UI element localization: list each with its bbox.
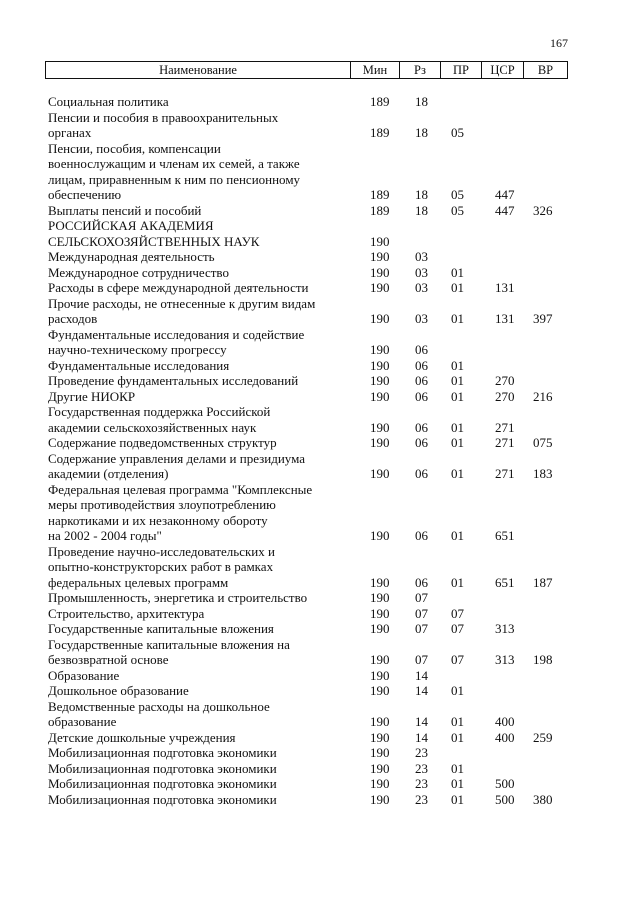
table-row	[0, 265, 640, 281]
row-code-rz: 03	[415, 311, 428, 326]
row-name-line: Фундаментальные исследования и содействие	[48, 326, 305, 342]
row-code-csr: 447	[495, 187, 515, 202]
table-row	[0, 668, 640, 684]
row-code-min: 190	[370, 419, 390, 435]
row-code-pr: 05	[451, 202, 464, 218]
row-name-line: СЕЛЬСКОХОЗЯЙСТВЕННЫХ НАУК	[48, 233, 260, 249]
row-name-line: Другие НИОКР	[48, 388, 136, 404]
header-vr: ВР	[524, 62, 568, 78]
row-code-min: 190	[370, 373, 390, 388]
row-code-rz: 23	[415, 791, 428, 807]
row-code-rz: 03	[415, 249, 428, 264]
row-name-line: РОССИЙСКАЯ АКАДЕМИЯ	[48, 218, 214, 233]
row-code-min: 189	[370, 187, 390, 202]
row-code-csr: 651	[495, 528, 515, 543]
row-code-rz: 07	[415, 605, 428, 621]
row-code-min: 190	[370, 683, 390, 698]
row-code-rz: 06	[415, 342, 428, 357]
header-name: Наименование	[46, 62, 351, 78]
row-code-csr: 313	[495, 621, 515, 636]
row-code-rz: 06	[415, 466, 428, 481]
row-code-csr: 131	[495, 311, 515, 326]
row-name-line: на 2002 - 2004 годы"	[48, 528, 162, 543]
table-body	[0, 94, 640, 807]
row-name-line: Государственные капитальные вложения	[48, 621, 274, 636]
row-name-line: Пенсии и пособия в правоохранительных	[48, 109, 279, 125]
row-code-pr: 01	[451, 791, 464, 807]
table-row	[0, 745, 640, 761]
row-code-vr: 326	[533, 202, 553, 218]
row-code-csr: 400	[495, 729, 515, 745]
row-code-pr: 01	[451, 574, 464, 590]
row-name-line: Детские дошкольные учреждения	[48, 729, 236, 745]
table-row	[0, 792, 640, 808]
row-code-pr: 07	[451, 652, 464, 667]
row-name-line: Проведение фундаментальных исследований	[48, 373, 299, 388]
row-code-rz: 06	[415, 357, 428, 373]
row-code-min: 190	[370, 605, 390, 621]
row-code-pr: 01	[451, 760, 464, 776]
row-code-rz: 23	[415, 760, 428, 776]
table-row	[0, 280, 640, 296]
table-header	[45, 61, 568, 79]
row-code-min: 190	[370, 528, 390, 543]
row-code-pr: 01	[451, 776, 464, 791]
row-name-line: федеральных целевых программ	[48, 574, 229, 590]
row-code-rz: 18	[415, 187, 428, 202]
row-code-csr: 400	[495, 714, 515, 729]
table-row	[0, 683, 640, 699]
row-name-line: Международная деятельность	[48, 249, 215, 264]
table-row	[0, 110, 640, 141]
row-code-pr: 01	[451, 466, 464, 481]
row-code-min: 190	[370, 652, 390, 667]
row-name-line: военнослужащим и членам их семей, а также	[48, 156, 300, 171]
row-code-rz: 03	[415, 280, 428, 295]
row-name-line: Выплаты пенсий и пособий	[48, 202, 202, 218]
row-code-min: 190	[370, 590, 390, 605]
row-code-pr: 01	[451, 357, 464, 373]
header-csr: ЦСР	[482, 62, 524, 78]
row-name-line: меры противодействия злоупотреблению	[48, 497, 276, 512]
row-code-csr: 271	[495, 435, 515, 450]
table-row	[0, 761, 640, 777]
row-code-pr: 05	[451, 125, 464, 140]
row-name-line: Строительство, архитектура	[48, 605, 205, 621]
table-row	[0, 544, 640, 591]
table-row	[0, 141, 640, 203]
table-row	[0, 776, 640, 792]
row-code-min: 190	[370, 264, 390, 280]
row-code-rz: 06	[415, 373, 428, 388]
row-name-line: опытно-конструкторских работ в рамках	[48, 559, 274, 574]
row-name-line: академии сельскохозяйственных наук	[48, 419, 257, 435]
row-code-pr: 05	[451, 187, 464, 202]
row-code-min: 190	[370, 466, 390, 481]
table-row	[0, 590, 640, 606]
row-name-line: безвозвратной основе	[48, 652, 169, 667]
row-name-line: академии (отделения)	[48, 466, 169, 481]
row-code-min: 190	[370, 233, 390, 249]
row-code-rz: 07	[415, 652, 428, 667]
row-code-rz: 14	[415, 729, 428, 745]
table-row	[0, 730, 640, 746]
row-code-pr: 01	[451, 714, 464, 729]
row-name-line: Мобилизационная подготовка экономики	[48, 791, 277, 807]
table-row	[0, 389, 640, 405]
row-name-line: Проведение научно-исследовательских и	[48, 543, 275, 559]
row-code-rz: 14	[415, 683, 428, 698]
table-row	[0, 203, 640, 219]
row-name-line: Мобилизационная подготовка экономики	[48, 776, 277, 791]
table-row	[0, 699, 640, 730]
row-code-rz: 18	[415, 94, 428, 109]
row-code-min: 190	[370, 621, 390, 636]
row-code-pr: 07	[451, 605, 464, 621]
row-code-csr: 313	[495, 652, 515, 667]
row-code-rz: 18	[415, 125, 428, 140]
row-code-rz: 03	[415, 264, 428, 280]
row-name-line: обеспечению	[48, 187, 122, 202]
row-code-pr: 01	[451, 683, 464, 698]
row-code-pr: 01	[451, 435, 464, 450]
table-row	[0, 218, 640, 249]
page-number: 167	[550, 36, 568, 50]
row-code-min: 190	[370, 388, 390, 404]
row-name-line: Расходы в сфере международной деятельности	[48, 280, 309, 295]
row-code-pr: 01	[451, 528, 464, 543]
row-code-min: 189	[370, 125, 390, 140]
row-code-rz: 07	[415, 621, 428, 636]
row-code-min: 190	[370, 435, 390, 450]
row-code-vr: 187	[533, 574, 553, 590]
row-name-line: Государственные капитальные вложения на	[48, 636, 290, 652]
row-code-vr: 380	[533, 791, 553, 807]
header-rz: Рз	[400, 62, 441, 78]
row-code-csr: 651	[495, 574, 515, 590]
row-code-pr: 01	[451, 388, 464, 404]
row-code-pr: 01	[451, 311, 464, 326]
row-code-rz: 06	[415, 388, 428, 404]
row-name-line: наркотиками и их незаконному обороту	[48, 512, 268, 528]
row-code-csr: 500	[495, 776, 515, 791]
row-code-min: 190	[370, 729, 390, 745]
row-code-rz: 14	[415, 714, 428, 729]
row-code-pr: 01	[451, 373, 464, 388]
row-code-pr: 01	[451, 729, 464, 745]
row-code-min: 190	[370, 280, 390, 295]
row-name-line: Федеральная целевая программа "Комплексные	[48, 481, 313, 497]
row-name-line: Содержание управления делами и президиума	[48, 450, 306, 466]
header-min: Мин	[351, 62, 400, 78]
row-code-min: 190	[370, 311, 390, 326]
header-pr: ПР	[441, 62, 482, 78]
row-code-pr: 01	[451, 280, 464, 295]
row-name-line: Промышленность, энергетика и строительство	[48, 590, 308, 605]
table-row	[0, 404, 640, 435]
table-row	[0, 621, 640, 637]
row-name-line: органах	[48, 125, 92, 140]
row-code-rz: 06	[415, 528, 428, 543]
row-name-line: Образование	[48, 667, 120, 683]
row-name-line: Мобилизационная подготовка экономики	[48, 760, 277, 776]
table-row	[0, 296, 640, 327]
row-code-pr: 07	[451, 621, 464, 636]
table-row	[0, 373, 640, 389]
table-row	[0, 249, 640, 265]
row-code-vr: 075	[533, 435, 553, 450]
row-code-csr: 271	[495, 419, 515, 435]
row-code-rz: 06	[415, 435, 428, 450]
table-row	[0, 451, 640, 482]
row-code-csr: 500	[495, 791, 515, 807]
row-code-min: 189	[370, 202, 390, 218]
row-code-csr: 131	[495, 280, 515, 295]
row-code-min: 190	[370, 776, 390, 791]
row-code-csr: 271	[495, 466, 515, 481]
row-code-rz: 06	[415, 574, 428, 590]
row-name-line: Содержание подведомственных структур	[48, 435, 277, 450]
table-row	[0, 94, 640, 110]
row-code-rz: 07	[415, 590, 428, 605]
row-name-line: Прочие расходы, не отнесенные к другим видам	[48, 295, 316, 311]
row-name-line: Ведомственные расходы на дошкольное	[48, 698, 270, 714]
row-code-min: 190	[370, 714, 390, 729]
row-name-line: расходов	[48, 311, 98, 326]
row-name-line: лицам, приравненным к ним по пенсионному	[48, 171, 301, 187]
row-code-min: 190	[370, 249, 390, 264]
row-code-min: 190	[370, 574, 390, 590]
row-code-min: 190	[370, 357, 390, 373]
row-code-min: 189	[370, 94, 390, 109]
row-code-rz: 18	[415, 202, 428, 218]
row-code-min: 190	[370, 667, 390, 683]
table-row	[0, 358, 640, 374]
row-name-line: образование	[48, 714, 117, 729]
row-code-min: 190	[370, 760, 390, 776]
row-code-min: 190	[370, 745, 390, 760]
row-code-rz: 06	[415, 419, 428, 435]
row-code-min: 190	[370, 791, 390, 807]
table-row	[0, 637, 640, 668]
row-code-vr: 397	[533, 311, 553, 326]
row-code-vr: 259	[533, 729, 553, 745]
row-code-pr: 01	[451, 419, 464, 435]
row-code-csr: 270	[495, 373, 515, 388]
row-name-line: научно-техническому прогрессу	[48, 342, 227, 357]
row-name-line: Пенсии, пособия, компенсации	[48, 140, 221, 156]
table-row	[0, 327, 640, 358]
row-code-pr: 01	[451, 264, 464, 280]
row-code-rz: 14	[415, 667, 428, 683]
table-row	[0, 435, 640, 451]
row-name-line: Государственная поддержка Российской	[48, 404, 271, 419]
table-row	[0, 606, 640, 622]
row-code-vr: 198	[533, 652, 553, 667]
row-name-line: Фундаментальные исследования	[48, 357, 230, 373]
row-name-line: Дошкольное образование	[48, 683, 189, 698]
row-name-line: Мобилизационная подготовка экономики	[48, 745, 277, 760]
row-code-vr: 216	[533, 388, 553, 404]
row-code-csr: 270	[495, 388, 515, 404]
row-code-rz: 23	[415, 745, 428, 760]
row-code-vr: 183	[533, 466, 553, 481]
table-row	[0, 482, 640, 544]
row-name-line: Международное сотрудничество	[48, 264, 229, 280]
row-code-rz: 23	[415, 776, 428, 791]
row-name-line: Социальная политика	[48, 94, 169, 109]
row-code-csr: 447	[495, 202, 515, 218]
row-code-min: 190	[370, 342, 390, 357]
